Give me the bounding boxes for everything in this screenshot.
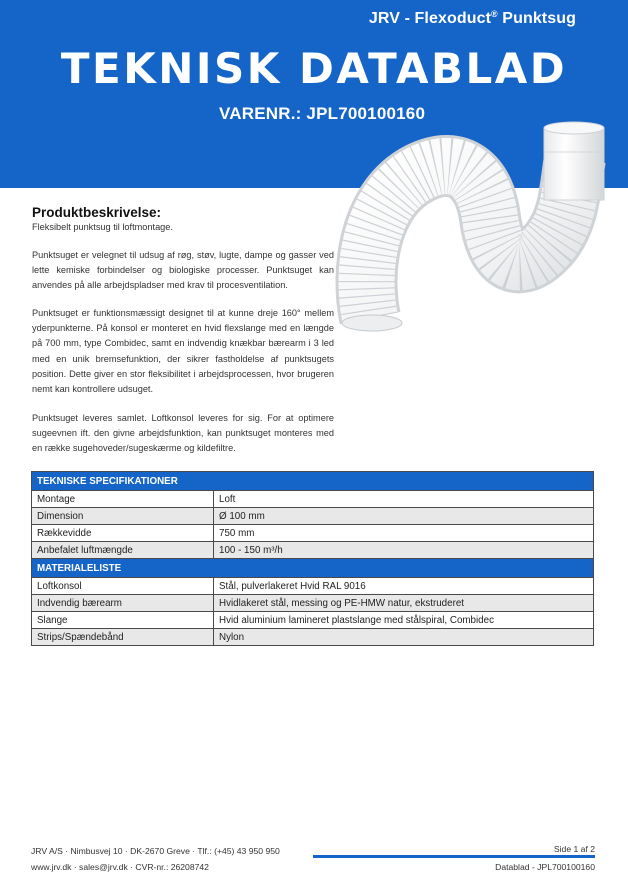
row-label: Montage xyxy=(32,491,214,508)
page-number: Side 1 af 2 xyxy=(553,844,595,854)
table-row xyxy=(32,629,594,646)
row-label: Dimension xyxy=(32,508,214,525)
row-label: Loftkonsol xyxy=(32,578,214,595)
description-paragraph-3: Punktsuget leveres samlet. Loftkonsol leveres for sig. For at optimere sugeevnen ift. den givne arbejdsfunktion, kan punktsuget monteres med en række sugehoveder/sugeskærme og kildefiltre. xyxy=(32,413,334,454)
table-row xyxy=(32,508,594,525)
brand-line: JRV - Flexoduct® Punktsug xyxy=(368,9,576,27)
flexible-hose-image xyxy=(330,118,628,350)
row-value: Nylon xyxy=(214,629,594,646)
row-value: Ø 100 mm xyxy=(214,508,594,525)
specs-heading: TEKNISKE SPECIFIKATIONER xyxy=(32,472,594,491)
row-value: Loft xyxy=(214,491,594,508)
row-label: Anbefalet luftmængde xyxy=(32,542,214,559)
footer-address: JRV A/S · Nimbusvej 10 · DK-2670 Greve · Tlf.: (+45) 43 950 950 xyxy=(31,846,280,856)
row-value: Hvid aluminium lamineret plastslange med stålspiral, Combidec xyxy=(214,612,594,629)
page-title: TEKNISK DATABLAD xyxy=(60,44,568,93)
row-value: Hvidlakeret stål, messing og PE-HMW natur, ekstruderet xyxy=(214,595,594,612)
table-row xyxy=(32,525,594,542)
row-label: Strips/Spændebånd xyxy=(32,629,214,646)
row-value: 100 - 150 m³/h xyxy=(214,542,594,559)
row-label: Rækkevidde xyxy=(32,525,214,542)
table-section-header xyxy=(32,472,594,491)
table-section-header xyxy=(32,559,594,578)
description-paragraph-2: Punktsuget er funktionsmæssigt designet til at kunne dreje 160° mellem yderpunkterne. På konsol er monteret en hvid flexslange med en længde på 700 mm, type Combidec, samt en indvendig knækbar bærearm i 3 led med en unik bremsefunktion, der sikrer fastholdelse af punktsugets position. Dette giver en stor fleksibilitet i arbejdsprocessen, hvor brugeren nemt kan kontrollere udsuget. xyxy=(32,308,334,395)
product-description-heading: Produktbeskrivelse: xyxy=(32,205,162,220)
product-intro: Fleksibelt punktsug til loftmontage. xyxy=(32,222,173,232)
description-paragraph-1: Punktsuget er velegnet til udsug af røg, støv, lugte, dampe og gasser ved lette kemiske forbindelser og biologiske processer. Punktsuget kan anvendes på alle arbejdspladser med krav til procesventilation. xyxy=(32,250,334,291)
specification-table xyxy=(31,471,594,646)
materials-heading: MATERIALELISTE xyxy=(32,559,594,578)
table-row xyxy=(32,578,594,595)
row-value: 750 mm xyxy=(214,525,594,542)
row-label: Slange xyxy=(32,612,214,629)
footer-contact: www.jrv.dk · sales@jrv.dk · CVR-nr.: 26208742 xyxy=(31,862,209,872)
table-row xyxy=(32,491,594,508)
footer-divider xyxy=(313,855,595,858)
row-label: Indvendig bærearm xyxy=(32,595,214,612)
row-value: Stål, pulverlakeret Hvid RAL 9016 xyxy=(214,578,594,595)
item-number: VARENR.: JPL700100160 xyxy=(219,104,426,123)
document-id: Datablad - JPL700100160 xyxy=(495,862,595,872)
table-row xyxy=(32,542,594,559)
table-row xyxy=(32,612,594,629)
table-row xyxy=(32,595,594,612)
